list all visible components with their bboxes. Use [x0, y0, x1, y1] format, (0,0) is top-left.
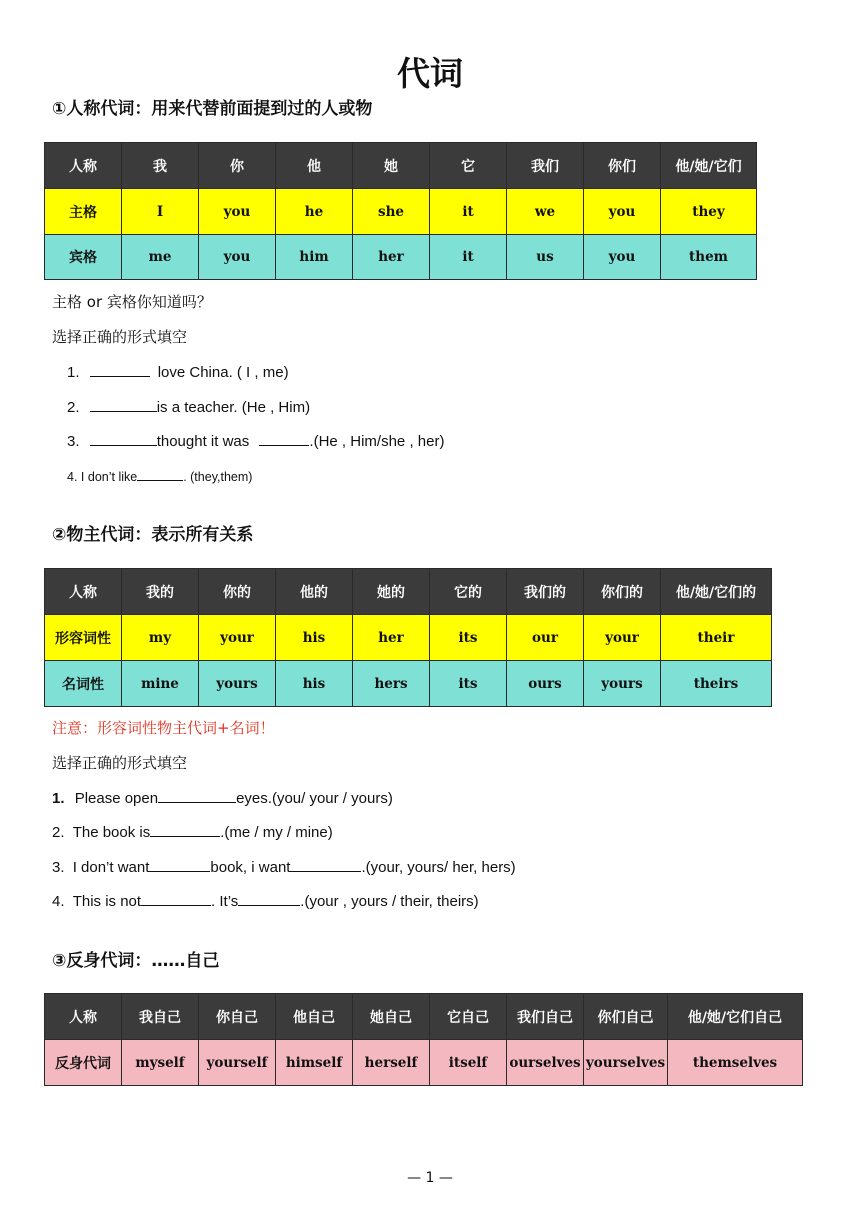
header-cell: 你们: [584, 143, 661, 189]
page-title: 代词: [397, 54, 463, 93]
answer-blank[interactable]: [90, 430, 157, 446]
table-cell: you: [199, 235, 276, 280]
item-text: Please open: [74, 790, 159, 807]
item-text: I don’t want: [72, 859, 150, 876]
table-cell: they: [661, 189, 757, 235]
header-cell: 人称: [45, 143, 122, 189]
row-label: 宾格: [45, 235, 122, 280]
item-number: 1.: [52, 790, 65, 807]
section-heading-possessive-pronouns: ②物主代词：表示所有关系: [52, 525, 254, 545]
reflexive-pronoun-table: [44, 993, 803, 1086]
item-text: .(He , Him/she , her): [309, 433, 445, 450]
header-cell: 他/她/它们: [661, 143, 757, 189]
table-cell: you: [584, 235, 661, 280]
header-cell: 他的: [276, 569, 353, 615]
note-text: 注意：形容词性物主代词+名词！: [52, 719, 275, 737]
table-cell: their: [661, 615, 772, 661]
table-cell: its: [430, 661, 507, 707]
header-cell: 我们自己: [507, 994, 584, 1040]
table-cell: our: [507, 615, 584, 661]
personal-pronoun-table: [44, 142, 757, 280]
table-cell: ours: [507, 661, 584, 707]
header-cell: 他: [276, 143, 353, 189]
table-cell: she: [353, 189, 430, 235]
table-cell: his: [276, 661, 353, 707]
table-cell: herself: [353, 1040, 430, 1086]
header-cell: 我们: [507, 143, 584, 189]
section-heading-reflexive-pronouns: ③反身代词：……自己: [52, 951, 220, 971]
item-text: I don’t like: [80, 470, 138, 484]
header-cell: 它: [430, 143, 507, 189]
header-cell: 你: [199, 143, 276, 189]
table-cell: you: [584, 189, 661, 235]
table-cell: he: [276, 189, 353, 235]
answer-blank[interactable]: [90, 396, 157, 412]
answer-blank[interactable]: [149, 856, 210, 872]
row-label: 主格: [45, 189, 122, 235]
header-cell: 她自己: [353, 994, 430, 1040]
item-number: 2.: [52, 824, 65, 841]
table-cell: yours: [199, 661, 276, 707]
row-label: 形容词性: [45, 615, 122, 661]
table-cell: yours: [584, 661, 661, 707]
item-text: is a teacher. (He , Him): [156, 399, 311, 416]
exercise-item: [67, 396, 310, 419]
header-cell: 人称: [45, 994, 122, 1040]
header-cell: 你们的: [584, 569, 661, 615]
answer-blank[interactable]: [137, 468, 183, 481]
table-cell: I: [122, 189, 199, 235]
row-label: 反身代词: [45, 1040, 122, 1086]
header-cell: 它自己: [430, 994, 507, 1040]
header-cell: 他/她/它们的: [661, 569, 772, 615]
item-text: love China. ( I , me): [157, 364, 289, 381]
item-number: 4.: [52, 893, 65, 910]
header-cell: 我: [122, 143, 199, 189]
table-cell: yourselves: [584, 1040, 668, 1086]
instruction-text: 选择正确的形式填空: [52, 328, 188, 346]
table-cell: myself: [122, 1040, 199, 1086]
header-cell: 它的: [430, 569, 507, 615]
item-number: 2.: [67, 399, 80, 416]
header-cell: 她的: [353, 569, 430, 615]
item-text: thought it was: [156, 433, 250, 450]
row-label: 名词性: [45, 661, 122, 707]
item-text: .(me / my / mine): [220, 824, 333, 841]
table-cell: you: [199, 189, 276, 235]
instruction-text: 选择正确的形式填空: [52, 754, 188, 772]
item-text: . (they,them): [183, 470, 253, 484]
header-cell: 她: [353, 143, 430, 189]
table-cell: your: [584, 615, 661, 661]
table-cell: mine: [122, 661, 199, 707]
item-number: 3.: [67, 433, 80, 450]
item-text: .(your , yours / their, theirs): [300, 893, 479, 910]
answer-blank[interactable]: [90, 361, 150, 377]
item-number: 4.: [67, 470, 78, 484]
table-cell: him: [276, 235, 353, 280]
table-cell: us: [507, 235, 584, 280]
adjectival-possessive-row: [45, 615, 772, 661]
table-cell: hers: [353, 661, 430, 707]
header-cell: 人称: [45, 569, 122, 615]
table-cell: them: [661, 235, 757, 280]
table-cell: himself: [276, 1040, 353, 1086]
section-heading-personal-pronouns: ①人称代词：用来代替前面提到过的人或物: [52, 99, 373, 119]
table-cell: her: [353, 615, 430, 661]
header-cell: 我的: [122, 569, 199, 615]
item-text: . It’s: [211, 893, 239, 910]
header-cell: 你的: [199, 569, 276, 615]
table-cell: your: [199, 615, 276, 661]
answer-blank[interactable]: [150, 821, 220, 837]
table-cell: my: [122, 615, 199, 661]
exercise-item: [67, 430, 444, 453]
item-text: This is not: [72, 893, 142, 910]
item-text: book, i want: [210, 859, 291, 876]
possessive-pronoun-table: [44, 568, 772, 707]
answer-blank[interactable]: [259, 430, 309, 446]
table-cell: it: [430, 235, 507, 280]
item-text: The book is: [72, 824, 151, 841]
exercise-item: [67, 466, 252, 488]
object-case-row: [45, 235, 757, 280]
header-cell: 他/她/它们自己: [668, 994, 803, 1040]
table-header-row: [45, 569, 772, 615]
exercise-item: [52, 787, 393, 810]
item-number: 1.: [67, 364, 80, 381]
subject-case-row: [45, 189, 757, 235]
header-cell: 你自己: [199, 994, 276, 1040]
reflexive-row: [45, 1040, 803, 1086]
exercise-item: [52, 890, 479, 913]
table-cell: ourselves: [507, 1040, 584, 1086]
table-cell: themselves: [668, 1040, 803, 1086]
question-text: 主格 or 宾格你知道吗？: [52, 293, 212, 311]
table-cell: it: [430, 189, 507, 235]
table-cell: yourself: [199, 1040, 276, 1086]
header-cell: 你们自己: [584, 994, 668, 1040]
table-cell: its: [430, 615, 507, 661]
exercise-item: [52, 821, 333, 844]
header-cell: 我自己: [122, 994, 199, 1040]
nominal-possessive-row: [45, 661, 772, 707]
answer-blank[interactable]: [141, 890, 211, 906]
table-header-row: [45, 994, 803, 1040]
exercise-item: [52, 856, 516, 879]
answer-blank[interactable]: [238, 890, 300, 906]
item-text: eyes.(you/ your / yours): [236, 790, 393, 807]
table-cell: his: [276, 615, 353, 661]
table-cell: itself: [430, 1040, 507, 1086]
exercise-item: [67, 361, 289, 384]
answer-blank[interactable]: [290, 856, 361, 872]
table-cell: her: [353, 235, 430, 280]
item-number: 3.: [52, 859, 65, 876]
answer-blank[interactable]: [158, 787, 236, 803]
table-header-row: [45, 143, 757, 189]
table-cell: we: [507, 189, 584, 235]
table-cell: me: [122, 235, 199, 280]
page-number: — 1 —: [407, 1170, 453, 1186]
table-cell: theirs: [661, 661, 772, 707]
header-cell: 我们的: [507, 569, 584, 615]
header-cell: 他自己: [276, 994, 353, 1040]
item-text: .(your, yours/ her, hers): [361, 859, 516, 876]
